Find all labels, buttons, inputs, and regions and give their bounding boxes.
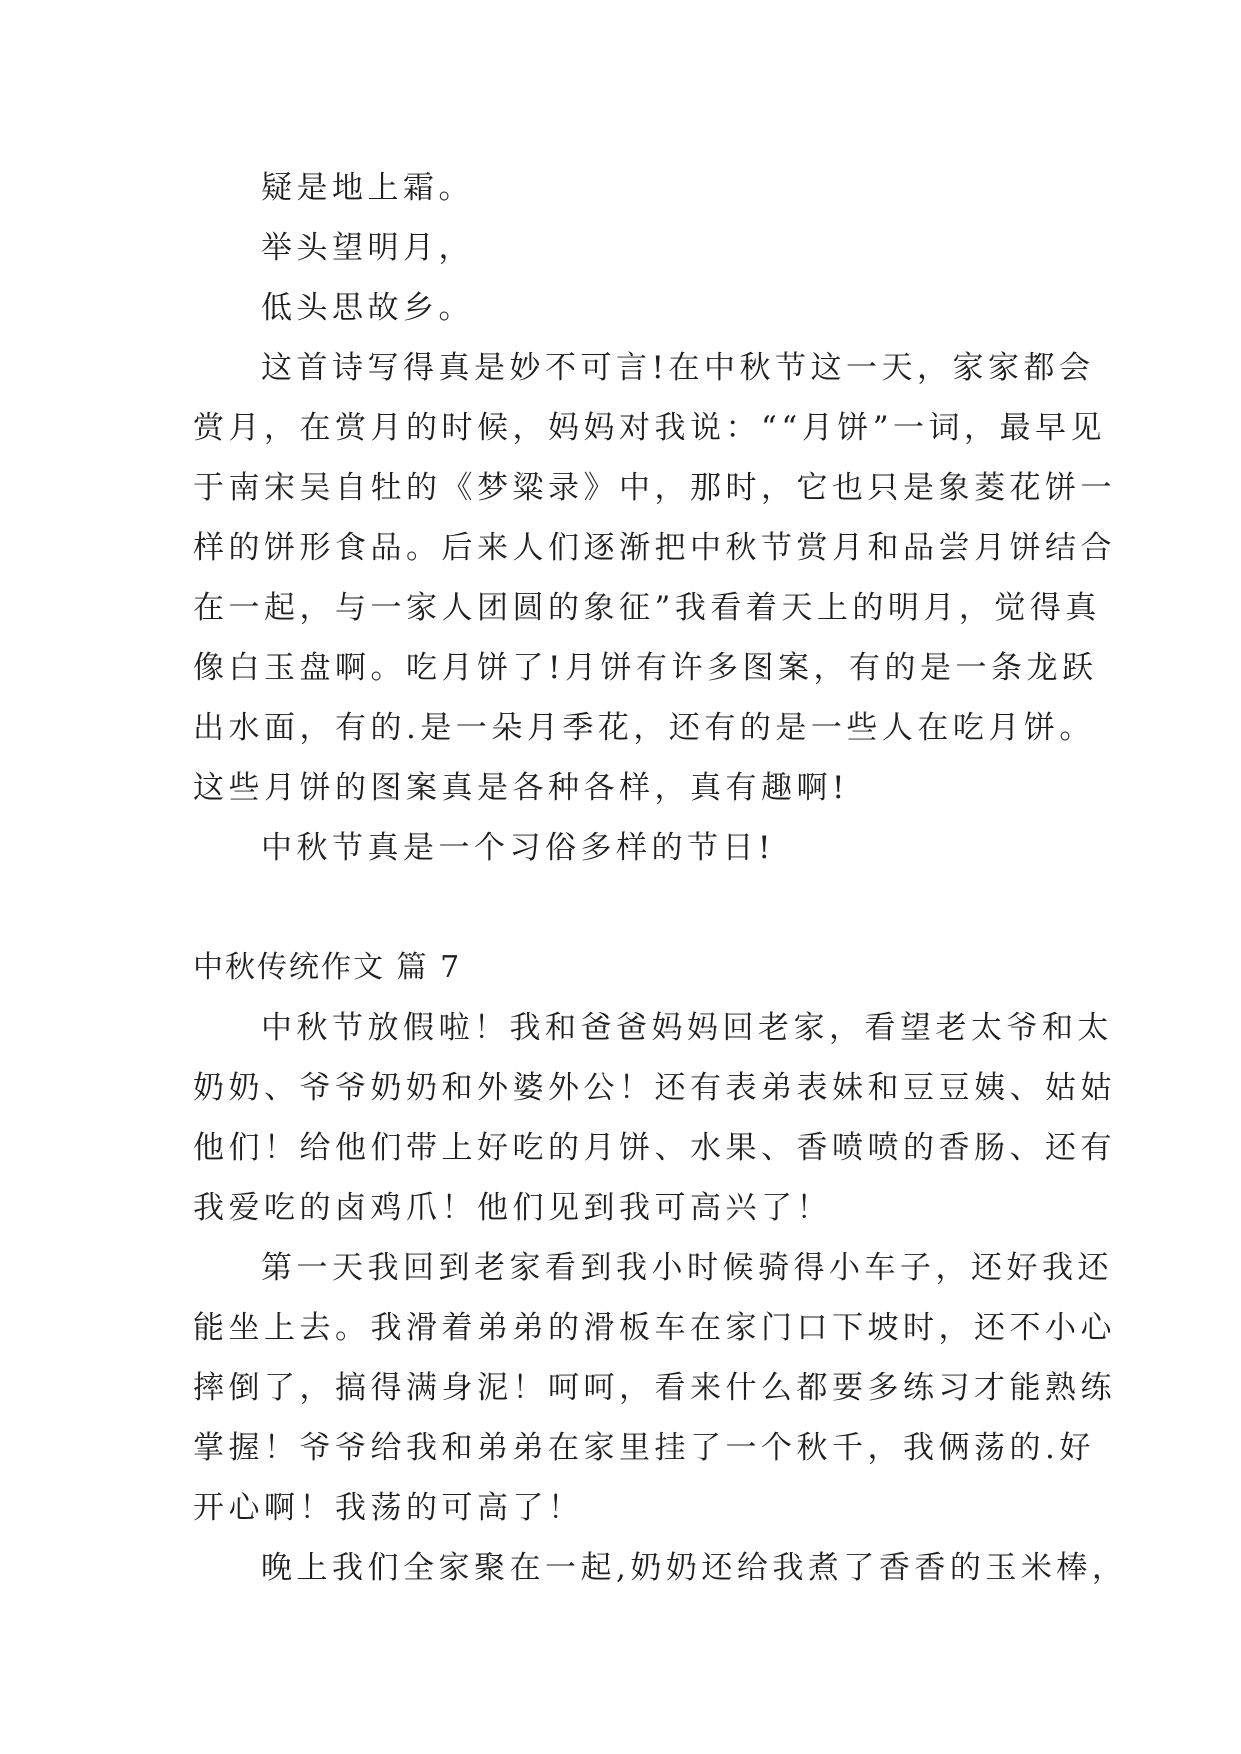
paragraph-line: 中秋节真是一个习俗多样的节日! <box>261 830 775 866</box>
poem-line: 举头望明月， <box>261 230 474 266</box>
paragraph-line: 出水面，有的.是一朵月季花，还有的是一些人在吃月饼。 <box>193 710 1095 746</box>
paragraph-line: 掌握！爷爷给我和弟弟在家里挂了一个秋千，我俩荡的.好 <box>193 1430 1095 1466</box>
poem-line: 疑是地上霜。 <box>261 170 474 206</box>
paragraph-line: 他们！给他们带上好吃的月饼、水果、香喷喷的香肠、还有 <box>193 1130 1116 1166</box>
paragraph-line: 赏月，在赏月的时候，妈妈对我说：““月饼”一词，最早见 <box>193 410 1107 446</box>
paragraph-line: 我爱吃的卤鸡爪！他们见到我可高兴了！ <box>193 1190 832 1226</box>
paragraph-line: 摔倒了，搞得满身泥！呵呵，看来什么都要多练习才能熟练 <box>193 1370 1116 1406</box>
paragraph-line: 能坐上去。我滑着弟弟的滑板车在家门口下坡时，还不小心 <box>193 1310 1116 1346</box>
paragraph-line: 开心啊！我荡的可高了！ <box>193 1490 584 1526</box>
paragraph-line: 像白玉盘啊。吃月饼了!月饼有许多图案，有的是一条龙跃 <box>193 650 1098 686</box>
paragraph-line: 于南宋吴自牡的《梦粱录》中，那时，它也只是象菱花饼一 <box>193 470 1116 506</box>
paragraph-line: 这些月饼的图案真是各种各样，真有趣啊! <box>193 770 849 806</box>
paragraph-line: 晚上我们全家聚在一起,奶奶还给我煮了香香的玉米棒， <box>261 1550 1128 1586</box>
paragraph-line: 奶奶、爷爷奶奶和外婆外公！还有表弟表妹和豆豆姨、姑姑 <box>193 1070 1116 1106</box>
paragraph-line: 中秋节放假啦！我和爸爸妈妈回老家，看望老太爷和太 <box>261 1010 1113 1046</box>
paragraph-line: 第一天我回到老家看到我小时候骑得小车子，还好我还 <box>261 1250 1113 1286</box>
paragraph-line: 这首诗写得真是妙不可言!在中秋节这一天，家家都会 <box>261 350 1095 386</box>
poem-line: 低头思故乡。 <box>261 290 474 326</box>
paragraph-line: 样的饼形食品。后来人们逐渐把中秋节赏月和品尝月饼结合 <box>193 530 1116 566</box>
section-spacer <box>193 878 1053 938</box>
essay-title: 中秋传统作文 篇 7 <box>193 950 462 985</box>
document-body <box>193 158 1128 1598</box>
paragraph-line: 在一起，与一家人团圆的象征”我看着天上的明月，觉得真 <box>193 590 1101 626</box>
